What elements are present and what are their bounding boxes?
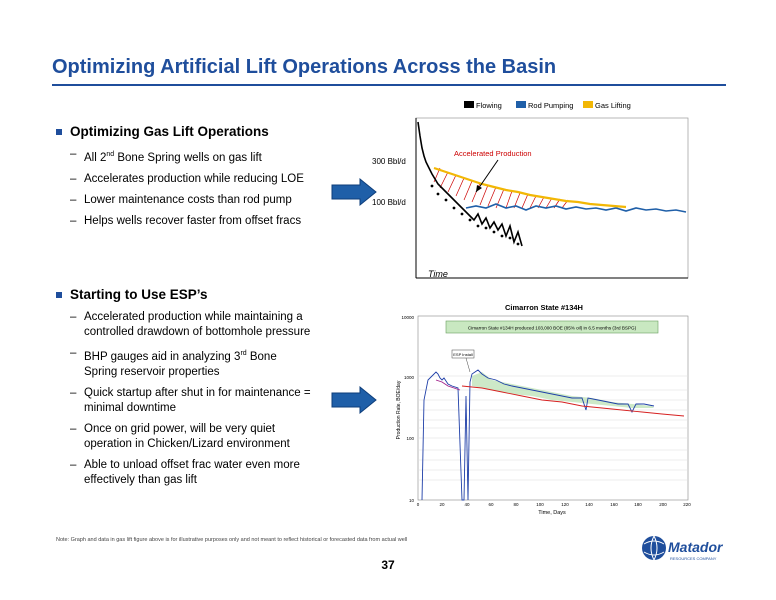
series-rod-pumping-line: [466, 204, 686, 212]
y-tick: 1000: [403, 375, 414, 380]
legend-flowing: Flowing: [476, 101, 502, 110]
callout-text: Cimarron State #134H produced 103,000 BOE (85% oil) in 6.5 months (3rd BSPG): [467, 325, 637, 331]
x-ticks: [417, 502, 692, 507]
item-text: Accelerates production while reducing LOE: [84, 172, 304, 185]
series-gas-lifting-line: [434, 168, 626, 207]
svg-text:160: 160: [610, 502, 618, 507]
svg-text:60: 60: [488, 502, 494, 507]
svg-text:0: 0: [416, 502, 420, 507]
list-item: – All 2nd Bone Spring wells on gas lift: [70, 148, 262, 164]
y-tick: 100: [406, 436, 414, 441]
list-item: – Able to unload offset frac water even more effectively than gas lift: [70, 458, 300, 486]
bullet-square-icon: [56, 129, 62, 135]
item-text: Helps wells recover faster from offset fracs: [84, 214, 302, 227]
series-flowing-line: [418, 122, 522, 246]
logo-subtext: RESOURCES COMPANY: [670, 556, 717, 561]
svg-text:200: 200: [659, 502, 667, 507]
list-item: – Accelerated production while maintaining a controlled drawdown of bottomhole pressure: [70, 311, 311, 338]
section-heading: [56, 124, 304, 139]
early-production-line: [436, 380, 460, 390]
svg-text:180: 180: [634, 502, 642, 507]
esp-production-chart: [392, 300, 692, 522]
item-sup: nd: [106, 151, 115, 158]
item-text: All 2: [84, 151, 107, 164]
accelerated-production-label: Accelerated Production: [454, 149, 532, 158]
logo-text: Matador: [668, 539, 723, 555]
chart2-x-label: Time, Days: [538, 510, 566, 516]
section-heading: [56, 287, 311, 302]
title-divider: [52, 84, 726, 86]
section1-heading: Optimizing Gas Lift Operations: [70, 124, 269, 139]
section-gas-lift: [56, 124, 304, 229]
svg-text:100: 100: [536, 502, 544, 507]
right-arrow-icon: [330, 178, 378, 206]
bullet-square-icon: [56, 292, 62, 298]
svg-text:20: 20: [439, 502, 445, 507]
legend-rod-pumping: Rod Pumping: [528, 101, 574, 110]
list-item: – Lower maintenance costs than rod pump: [70, 193, 292, 206]
page-number: 37: [381, 558, 395, 572]
svg-text:80: 80: [513, 502, 519, 507]
section-esp: [56, 287, 311, 488]
list-item: – Accelerates production while reducing LOE: [70, 172, 304, 185]
section2-heading: Starting to Use ESP’s: [70, 287, 208, 302]
list-item: – Helps wells recover faster from offset fracs: [70, 214, 302, 227]
gas-lift-chart: [372, 96, 696, 286]
legend-gas-lifting: Gas Lifting: [595, 101, 631, 110]
svg-text:140: 140: [585, 502, 593, 507]
svg-text:220: 220: [683, 502, 691, 507]
label-300-bbl: 300 Bbl/d: [372, 157, 406, 166]
footnote: Note: Graph and data in gas lift figure above is for illustrative purposes only and not meant to reflect historical or forecasted data from actual well: [56, 537, 408, 543]
y-tick: 10: [408, 498, 414, 503]
item-text: Lower maintenance costs than rod pump: [84, 193, 292, 206]
svg-text:40: 40: [464, 502, 470, 507]
page-title: Optimizing Artificial Lift Operations Across the Basin: [52, 56, 557, 78]
right-arrow-icon: [330, 386, 378, 414]
chart2-y-label: Production Rate, BOE/day: [396, 380, 402, 440]
list-item: – BHP gauges aid in analyzing 3rd Bone Spring reservoir properties: [70, 347, 277, 378]
item-text: Bone Spring wells on gas lift: [114, 151, 262, 164]
chart1-x-label: Time: [428, 269, 448, 279]
legend-swatch-rod: [516, 101, 526, 108]
chart2-title: Cimarron State #134H: [505, 303, 583, 312]
y-tick: 10000: [401, 315, 414, 320]
svg-text:120: 120: [561, 502, 569, 507]
matador-logo: [640, 530, 730, 568]
legend-swatch-gas: [583, 101, 593, 108]
logo-globe-icon: [642, 536, 666, 560]
legend-swatch-flowing: [464, 101, 474, 108]
label-100-bbl: 100 Bbl/d: [372, 198, 406, 207]
esp-install-label: ESP Install: [453, 352, 473, 357]
list-item: – Once on grid power, will be very quiet operation in Chicken/Lizard environment: [70, 422, 290, 450]
list-item: – Quick startup after shut in for maintenance = minimal downtime: [70, 386, 311, 414]
